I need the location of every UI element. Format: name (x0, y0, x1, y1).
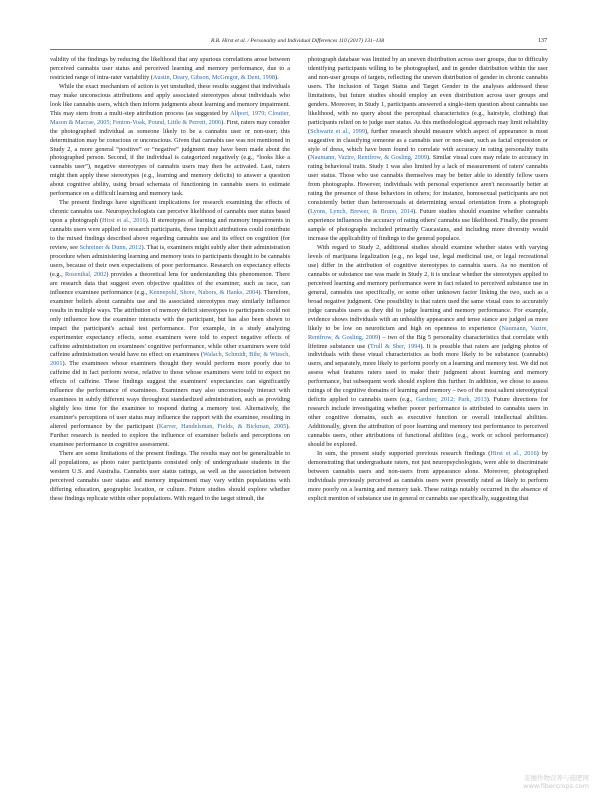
paragraph-text: There are some limitations of the present findings. The results may not be generalizable to all populations, as photo rater participants consisted only of undergraduate students in the western U.S. and Australia. Cannabis user status ratings, as well as the association between perceived cannabis user status and memory impairment may vary within populations with differing education, geographic location, or culture. Future studies should explore whether these findings replicate within other populations. With regard to the target stimuli, the (50, 449, 290, 502)
paragraph-text: The present findings have significant implications for research examining the effects of chronic cannabis use. Neuropsychologists can perceive likelihood of cannabis user status based upon a photograph ( (50, 199, 290, 225)
running-title: R.B. Hirst et al. / Personality and Individual Differences 110 (2017) 131–138 (210, 38, 385, 44)
citation-link[interactable]: Rosenthal, 2002 (64, 270, 107, 278)
paragraph-text: While the exact mechanism of action is yet unstudied, these results suggest that individuals may make unconscious attributions and apply associated stereotypes about individuals who look like cannabis users, which then inform judgments about learning and memory impairment. This may stem from a multi-step attribution process (as suggested by (50, 82, 290, 117)
paragraph (50, 56, 290, 83)
paragraph-text: ) provides a theoretical lens for understanding this phenomenon. There are research data that suggest even objective qualities of the examiner, such as race, can influence examinee performance (e.g., (50, 270, 290, 296)
paragraph (50, 450, 290, 504)
paragraph-text: ). (274, 73, 279, 81)
paragraph (308, 244, 548, 450)
citation-link[interactable]: Hirst et al., 2016 (102, 217, 146, 225)
watermark (523, 774, 589, 790)
citation-link[interactable]: Hirst et al., 2016 (490, 449, 537, 457)
paragraph-text: ) – two of the Big 5 personality characteristics that correlate with lifetime substance use ( (308, 333, 548, 350)
citation-link[interactable]: Lyons, Lynch, Brewer, & Bruno, 2014 (310, 208, 414, 216)
paragraph-text: ). Future studies should examine whether cannabis experience influences the accuracy of rating others' cannabis use likelihood. Finally, the present sample of photographs included primarily Caucasians, and including more diversity would increase the applicability of findings to the general populace. (308, 208, 548, 243)
left-column (50, 56, 290, 756)
citation-link[interactable]: Trull & Sher, 1994 (370, 342, 421, 350)
citation-link[interactable]: Naumann, Vazire, Rentfrow, & Gosling, 2009 (308, 324, 548, 341)
paragraph (50, 199, 290, 450)
paragraph-text: In sum, the present study supported previous research findings ( (317, 449, 491, 457)
paragraph-text: ). First, raters may consider the photographed individual as someone likely to be a cannabis user or non-user; this determination may be conscious or unconscious. Given that cannabis use was not mentioned in Study 2, a more general “positive” or “negative” judgment may have been made about the photographed person. Second, if the individual is categorized negatively (e.g., “looks like a cannabis user”), negative stereotypes of cannabis users may then be activated. Last, raters might then apply these stereotypes (e.g., learning and memory deficits) to answer a question about cognitive ability, using broad schemata of functioning in cannabis users to estimate performance on a difficult learning and memory task. (50, 118, 290, 198)
paragraph-text: ), further research should measure which aspect of appearance is most suggestive in classifying someone as a cannabis user or non-user, such as facial expression or style of dress, which have been found to correlate with accuracy in rating personality traits ( (308, 127, 548, 162)
watermark-line-2: www.fibercrops.com (523, 782, 589, 790)
paragraph-text: ). If stereotypes of learning and memory impairments in cannabis users were applied to research participants, these implicit attributions could contribute to the mixed findings described above regarding cannabis use and its effect on cognition (for review, see (50, 217, 290, 252)
paragraph-text: ) by demonstrating that undergraduate raters, not just neuropsychologists, were able to discriminate between cannabis users and non-users from appearance alone. Moreover, photographed individuals previously perceived as cannabis users were presently rated as likely to perform more poorly on a learning and memory task. These ratings notably occurred in the absence of explicit mention of substance use in general or cannabis use specifically, suggesting that (308, 449, 548, 502)
paragraph (308, 56, 548, 244)
paragraph-text: ). It is possible that raters are judging photos of individuals with these visual characteristics as both more likely to be substance (cannabis) users, and separately, more likely to perform poorly on a learning and memory test. We did not assess what features raters used to make their judgment about learning and memory performance, but subsequent work should explore this further. In addition, we chose to assess ratings of the cognitive domains of learning and memory – two of the most salient stereotypical deficits applied to cannabis users (e.g., (308, 342, 548, 404)
paragraph-text: ). Future directions for research include investigating whether poorer performance is attributed to cannabis users in other cognitive domains, such as executive function or overall intellectual abilities. Additionally, given the attribution of poor learning and memory test performance to perceived cannabis users, other attributions of functional abilities (e.g., work or school performance) should be explored. (308, 396, 548, 448)
paragraph-text: ). Further research is needed to explore the influence of examiner beliefs and perceptions on examinee performance in cognitive assessment. (50, 423, 290, 448)
paragraph-text: With regard to Study 2, additional studies should examine whether states with varying levels of marijuana legalization (e.g., no legal use, legal medicinal use, or legal recreational use) differ in the attribution of cognitive stereotypes to cannabis users. As no mention of cannabis or substance use was made in Study 2, it is unclear whether the stereotypes applied to perceived learning and memory performance were in fact related to perceived substance use in general, cannabis use specifically, or some other unknown factor linking the two, such as a broad negative judgment. One possibility is that raters used the same visual cues to accurately judge cannabis users as they did to judge learning and memory performance. For example, evidence shows individuals with an unhealthy appearance and tense stance are judged as more likely to be low on neuroticism and high on openness to experience ( (308, 244, 548, 332)
citation-link[interactable]: Kennepohl, Shore, Nabors, & Hanks, 2004 (149, 288, 259, 296)
paragraph-text: photograph database was limited by an uneven distribution across user groups, due to difficulty identifying participants willing to be photographed, and in gender distribution within the user and non-user groups of targets, reflecting the uneven distribution of gender in chronic cannabis users. The inclusion of Target Status and Target Gender in the analyses addressed these limitations, but future studies should employ an even distribution across user groups and genders. Moreover, in Study 1, participants answered a single-item question about cannabis use likelihood, with no query about the perceptual characteristics (e.g., hairstyle, clothing) that participants relied on to judge user status. As this methodological approach may limit reliability ( (308, 56, 548, 135)
citation-link[interactable]: Schreiner & Dunn, 2012 (79, 244, 142, 252)
paragraph (308, 450, 548, 504)
page-number: 137 (538, 38, 547, 44)
citation-link[interactable]: Karver, Handelsman, Fields, & Bickman, 2005 (158, 423, 287, 431)
header-rule (50, 49, 547, 50)
citation-link[interactable]: Allport, 1979; Cloutier, Mason & Macrae, 2005; Fenton-Voak, Pound, Little & Perrett, 2006 (50, 109, 290, 126)
page-header (0, 35, 595, 49)
paragraph (50, 83, 290, 199)
citation-link[interactable]: Schwartz et al., 1999 (310, 127, 366, 135)
paragraph-text: validity of the findings by reducing the likelihood that any spurious correlations arose between perceived cannabis user status and perceived learning and memory performance, due to a restricted range of intra-rater variability ( (50, 56, 290, 81)
paragraph-text: ). That is, examiners might subtly alter their administration procedure when administering learning and memory tests to participants thought to be cannabis users, because of their own expectations of poor performance. Research on expectancy effects (e.g., (50, 244, 290, 278)
citation-link[interactable]: Austin, Deary, Gibson, McGregor, & Dent, 1998 (152, 73, 275, 81)
paragraph-text: ). The examinees whose examiners thought they would perform more poorly due to caffeine did in fact perform worse, relative to those whose examiners were told to expect no effects of caffeine. These findings suggest the examiners' expectancies can significantly influence the performance of examinees. Examiners may also unconsciously interact with examinees in subtly different ways throughout standardized administration, such as providing slightly less time for the examinee to respond during a memory test. Alternatively, the examiner's perceptions of user status may influence the rapport with the examinee, resulting in altered performance by the participant ( (50, 360, 290, 431)
right-column (308, 56, 548, 756)
citation-link[interactable]: Gardner, 2012; Park, 2013 (415, 396, 487, 404)
watermark-line-1: 麦穗作物营养与施肥网 (524, 774, 589, 782)
citation-link[interactable]: Walach, Schmidt, Bihr, & Wiesch, 2001 (50, 351, 290, 368)
citation-link[interactable]: Naumann, Vazire, Rentfrow, & Gosling, 2009 (310, 154, 428, 162)
paragraph-text: ). Therefore, examiner beliefs about cannabis use and its associated stereotypes may similarly influence results in multiple ways. The attribution of memory deficit stereotypes to participants could not only influence how the examiner interacts with the participant, but has also been shown to impact the participant's actual test performance. For example, in a study analyzing experimenter expectancy effects, some examiners were told to expect negative effects of caffeine administration on examinees' cognitive performance, while other examiners were told caffeine administration would have no effect on examinees ( (50, 288, 290, 359)
paragraph-text: ). Similar visual cues may relate to accuracy in rating behavioral traits. Study 1 was also limited by a lack of measurement of raters' cannabis user status. Those who use cannabis themselves may be better able to identify fellow users from photographs. However, individuals with personal experience aren't necessarily better at rating the presence of these behaviors in others; for instance, homosexual participants are not consistently better than heterosexuals at determining sexual orientation from a photograph ( (308, 154, 548, 216)
